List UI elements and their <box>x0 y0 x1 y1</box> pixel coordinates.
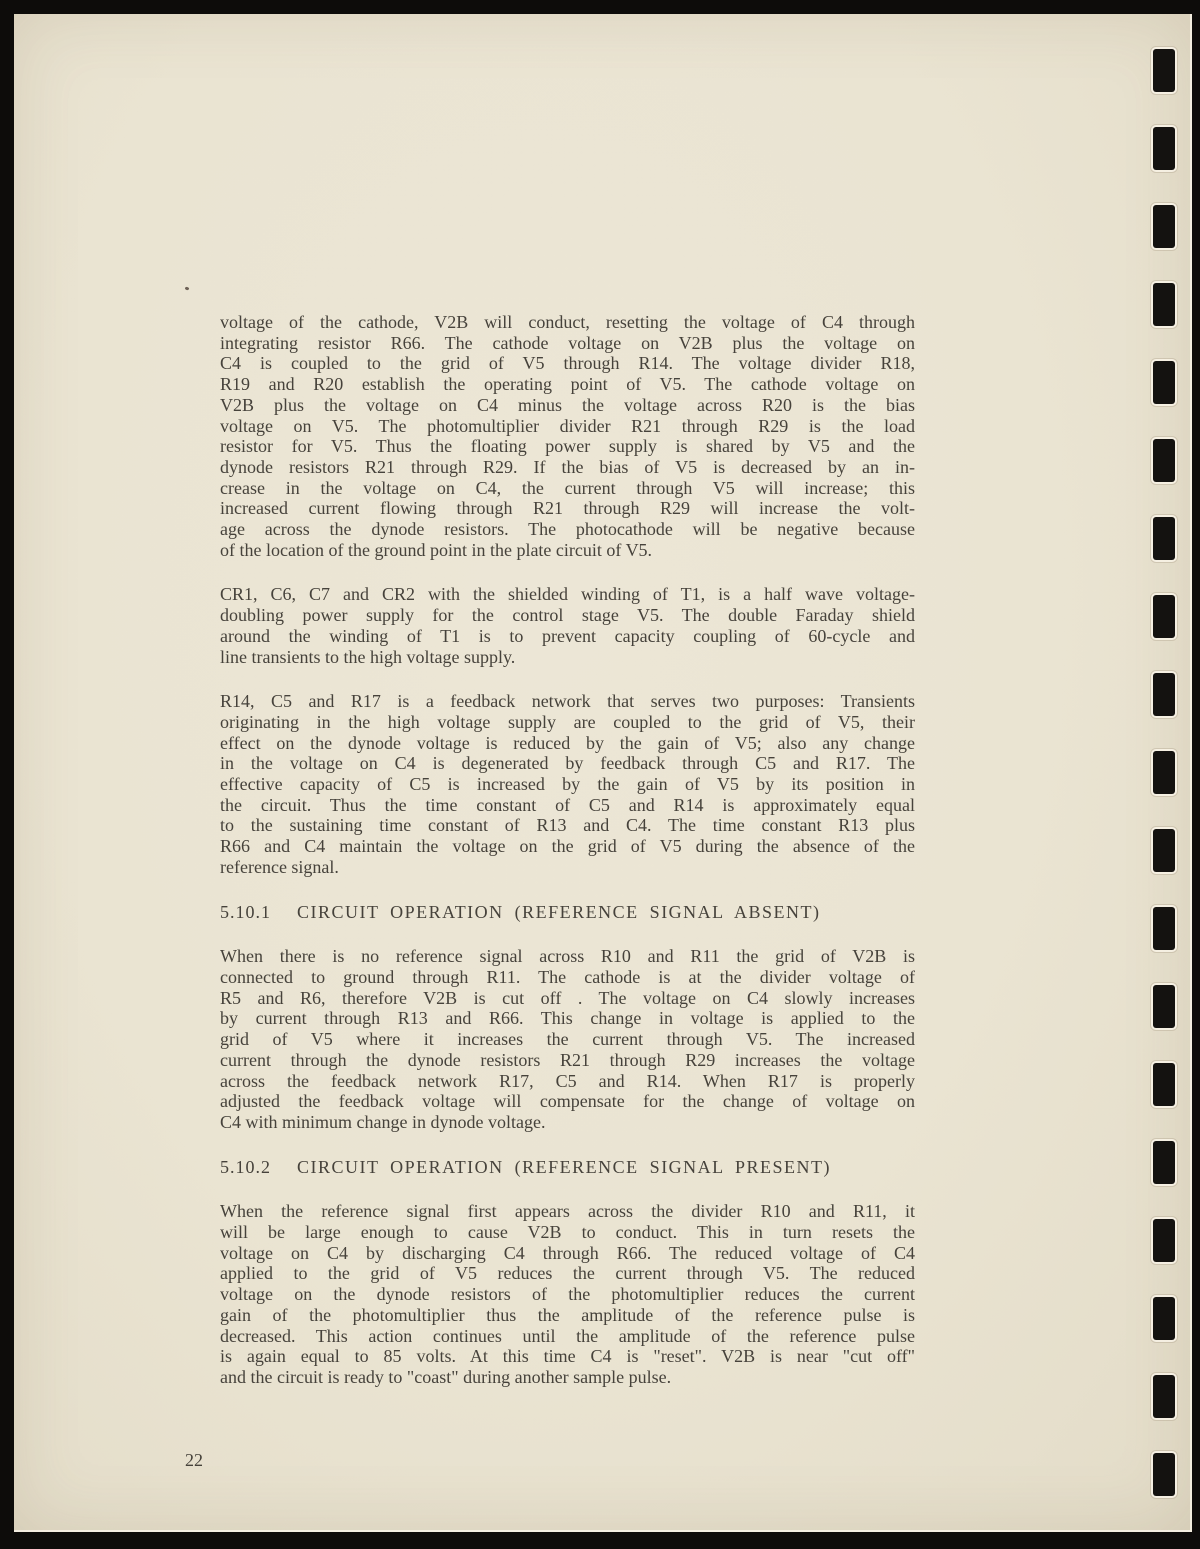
line: R14, C5 and R17 is a feedback network that serves two purposes: Transients <box>220 691 915 712</box>
line: current through the dynode resistors R21 through R29 increases the voltage <box>220 1049 915 1070</box>
line: C4 with minimum change in dynode voltage. <box>220 1111 546 1132</box>
binding-hole <box>1153 517 1175 560</box>
binding-hole <box>1153 1375 1175 1418</box>
line: increased current flowing through R21 through R29 will increase the volt- <box>220 498 915 519</box>
page-number: 22 <box>185 1450 203 1470</box>
binding-hole <box>1153 1219 1175 1262</box>
line: adjusted the feedback voltage will compensate for the change of voltage on <box>220 1091 915 1112</box>
line: R19 and R20 establish the operating point of V5. The cathode voltage on <box>220 374 915 395</box>
binding-hole <box>1153 985 1175 1028</box>
section-heading <box>220 1157 915 1178</box>
paragraph <box>220 946 915 1132</box>
line: dynode resistors R21 through R29. If the bias of V5 is decreased by an in- <box>220 456 915 477</box>
scan-speck <box>185 286 190 290</box>
line: of the location of the ground point in the plate circuit of V5. <box>220 539 653 560</box>
line: doubling power supply for the control stage V5. The double Faraday shield <box>220 605 915 626</box>
binding-hole <box>1153 283 1175 326</box>
scanned-page <box>14 14 1192 1532</box>
line: across the feedback network R17, C5 and R14. When R17 is properly <box>220 1070 915 1091</box>
line: CR1, C6, C7 and CR2 with the shielded winding of T1, is a half wave voltage- <box>220 584 915 605</box>
paragraph <box>220 1201 915 1387</box>
heading-title: CIRCUIT OPERATION (REFERENCE SIGNAL ABSENT) <box>297 901 821 922</box>
line: and the circuit is ready to "coast" during another sample pulse. <box>220 1366 672 1387</box>
line: voltage on V5. The photomultiplier divider R21 through R29 is the load <box>220 415 915 436</box>
line: grid of V5 where it increases the current through V5. The increased <box>220 1029 915 1050</box>
line: effective capacity of C5 is increased by the gain of V5 by its position in <box>220 774 915 795</box>
paragraph <box>220 584 915 667</box>
page-content <box>220 312 915 1412</box>
binding-hole <box>1153 673 1175 716</box>
line: in the voltage on C4 is degenerated by feedback through C5 and R17. The <box>220 753 915 774</box>
line: around the winding of T1 is to prevent capacity coupling of 60-cycle and <box>220 625 915 646</box>
binding-hole <box>1153 1453 1175 1496</box>
binding-hole <box>1153 1141 1175 1184</box>
binding-hole <box>1153 49 1175 92</box>
binding-hole <box>1153 751 1175 794</box>
binding-hole <box>1153 1063 1175 1106</box>
line: When there is no reference signal across R10 and R11 the grid of V2B is <box>220 946 915 967</box>
binding-holes <box>1153 49 1175 1496</box>
line: line transients to the high voltage supply. <box>220 646 516 667</box>
line: the circuit. Thus the time constant of C5 and R14 is approximately equal <box>220 794 915 815</box>
line: by current through R13 and R66. This change in voltage is applied to the <box>220 1008 915 1029</box>
line: effect on the dynode voltage is reduced by the gain of V5; also any change <box>220 732 915 753</box>
line: applied to the grid of V5 reduces the current through V5. The reduced <box>220 1263 915 1284</box>
line: voltage of the cathode, V2B will conduct, resetting the voltage of C4 through <box>220 312 915 332</box>
line: gain of the photomultiplier thus the amplitude of the reference pulse is <box>220 1304 915 1325</box>
binding-hole <box>1153 595 1175 638</box>
line: decreased. This action continues until the amplitude of the reference pulse <box>220 1325 915 1346</box>
line: resistor for V5. Thus the floating power supply is shared by V5 and the <box>220 436 915 457</box>
line: to the sustaining time constant of R13 and C4. The time constant R13 plus <box>220 815 915 836</box>
binding-hole <box>1153 439 1175 482</box>
line: voltage on C4 by discharging C4 through R66. The reduced voltage of C4 <box>220 1242 915 1263</box>
binding-hole <box>1153 127 1175 170</box>
line: crease in the voltage on C4, the current through V5 will increase; this <box>220 477 915 498</box>
heading-number: 5.10.1 <box>220 901 271 922</box>
binding-hole <box>1153 907 1175 950</box>
binding-hole <box>1153 829 1175 872</box>
line: connected to ground through R11. The cathode is at the divider voltage of <box>220 966 915 987</box>
line: R5 and R6, therefore V2B is cut off . The voltage on C4 slowly increases <box>220 987 915 1008</box>
paragraph <box>220 691 915 877</box>
paragraph <box>220 312 915 560</box>
heading-title: CIRCUIT OPERATION (REFERENCE SIGNAL PRESENT) <box>297 1156 832 1177</box>
line: When the reference signal first appears across the divider R10 and R11, it <box>220 1201 915 1222</box>
line: voltage on the dynode resistors of the photomultiplier reduces the current <box>220 1284 915 1305</box>
heading-number: 5.10.2 <box>220 1156 271 1177</box>
line: age across the dynode resistors. The photocathode will be negative because <box>220 519 915 540</box>
line: R66 and C4 maintain the voltage on the grid of V5 during the absence of the <box>220 836 915 857</box>
line: integrating resistor R66. The cathode voltage on V2B plus the voltage on <box>220 332 915 353</box>
binding-hole <box>1153 1297 1175 1340</box>
line: V2B plus the voltage on C4 minus the voltage across R20 is the bias <box>220 394 915 415</box>
binding-hole <box>1153 361 1175 404</box>
line: will be large enough to cause V2B to conduct. This in turn resets the <box>220 1222 915 1243</box>
section-heading <box>220 902 915 923</box>
line: originating in the high voltage supply are coupled to the grid of V5, their <box>220 711 915 732</box>
line: is again equal to 85 volts. At this time C4 is "reset". V2B is near "cut off" <box>220 1346 915 1367</box>
line: C4 is coupled to the grid of V5 through R14. The voltage divider R18, <box>220 353 915 374</box>
line: reference signal. <box>220 856 339 877</box>
binding-hole <box>1153 205 1175 248</box>
